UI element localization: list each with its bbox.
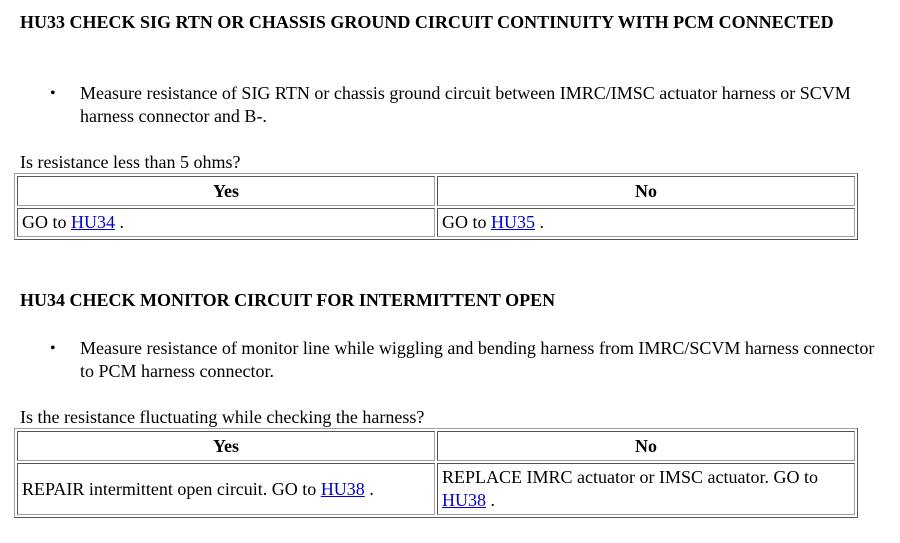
hu34-no-suffix: . [486, 490, 495, 510]
hu34-yes-header: Yes [17, 431, 435, 461]
hu34-bullet-text: Measure resistance of monitor line while wiggling and bending harness from IMRC/SCVM harness connector to PCM harness connector. [80, 338, 875, 381]
bullet-icon: • [50, 340, 56, 357]
hu34-no-header: No [437, 431, 855, 461]
hu33-yes-suffix: . [115, 212, 124, 232]
hu34-yes-suffix: . [364, 478, 374, 499]
hu33-yes-cell [17, 208, 435, 237]
hu33-no-text: GO to [442, 212, 491, 232]
hu34-link[interactable]: HU34 [71, 212, 115, 232]
hu38-link-no[interactable]: HU38 [442, 490, 486, 510]
hu33-question: Is resistance less than 5 ohms? [20, 152, 241, 172]
hu33-yes-no-table [14, 173, 858, 240]
hu34-yes-text: REPAIR intermittent open circuit. GO to [22, 478, 321, 499]
hu38-link-yes[interactable]: HU38 [320, 478, 365, 499]
hu34-no-text: REPLACE IMRC actuator or IMSC actuator. GO to [442, 467, 818, 487]
hu34-yes-cell [17, 463, 435, 515]
hu33-heading: HU33 CHECK SIG RTN OR CHASSIS GROUND CIRCUIT CONTINUITY WITH PCM CONNECTED [20, 12, 834, 32]
hu34-no-cell [437, 463, 855, 515]
hu33-yes-text: GO to [22, 212, 71, 232]
bullet-icon: • [50, 85, 56, 102]
hu33-no-header: No [437, 176, 855, 206]
hu33-bullet-text: Measure resistance of SIG RTN or chassis ground circuit between IMRC/IMSC actuator harness or SCVM harness connector and B-. [80, 83, 851, 126]
hu34-heading: HU34 CHECK MONITOR CIRCUIT FOR INTERMITTENT OPEN [20, 290, 556, 310]
hu33-no-cell [437, 208, 855, 237]
hu34-yes-no-table [14, 428, 858, 518]
hu34-question: Is the resistance fluctuating while checking the harness? [20, 407, 425, 427]
hu35-link[interactable]: HU35 [491, 212, 535, 232]
hu33-no-suffix: . [535, 212, 544, 232]
hu33-yes-header: Yes [17, 176, 435, 206]
